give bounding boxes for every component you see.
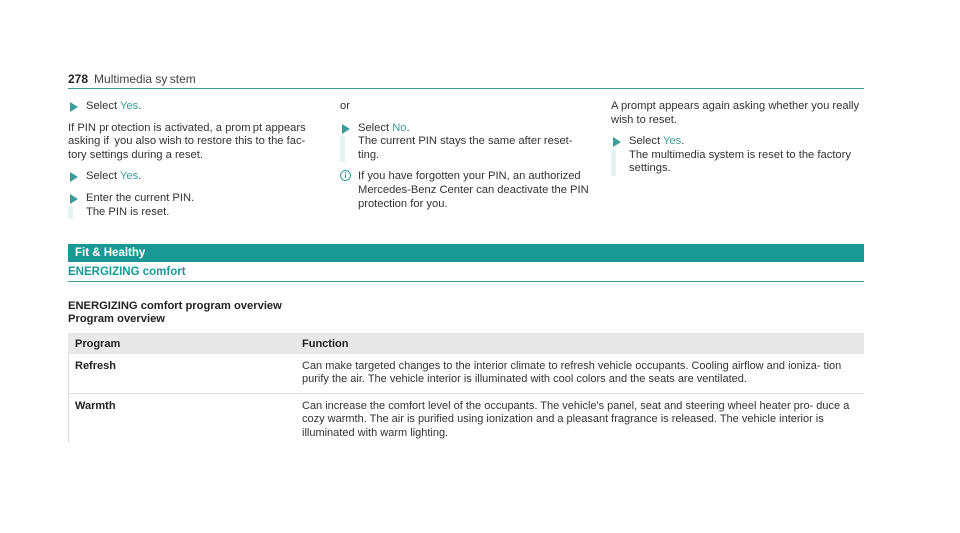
- heading-line-1: ENERGIZING comfort program overview: [68, 300, 282, 312]
- info-note: [340, 170, 595, 211]
- info-text: If you have forgotten your PIN, an authorized Mercedes-Benz Center can deactivate the PIN protection for you.: [358, 170, 589, 210]
- step-text: Select: [358, 121, 393, 134]
- arrow-icon: [70, 172, 78, 182]
- step-select-yes-2: [68, 170, 318, 184]
- step-punct: .: [406, 121, 410, 134]
- step-punct: .: [138, 100, 142, 112]
- column-1: [68, 100, 318, 227]
- yes-link[interactable]: Yes: [120, 170, 139, 183]
- table-row: [68, 393, 864, 446]
- step-result: The PIN is reset.: [86, 205, 170, 218]
- step-select-yes-3: [611, 135, 866, 176]
- or-text: or: [340, 100, 350, 112]
- column-header-function: Function: [295, 333, 864, 354]
- pin-protection-paragraph: If PIN pr otection is activated, a prom pt appears asking if you also wish to restore this to the fac- tory settings during a reset.: [68, 121, 306, 161]
- arrow-icon: [70, 102, 78, 112]
- step-result: The multimedia system is reset to the factory settings.: [629, 148, 851, 175]
- heading-line-2: Program overview: [68, 313, 166, 325]
- step-result-bar: [68, 206, 73, 219]
- program-function: Can make targeted changes to the interior climate to refresh vehicle occupants. Cooling airflow and ioniza- tion purify the air. The vehicle interior is illuminated with cool colors and the seats are ventilated.: [295, 354, 864, 393]
- step-result-bar: [611, 149, 616, 176]
- section-subtitle: ENERGIZING comfort: [68, 266, 186, 278]
- no-link[interactable]: No: [392, 121, 407, 134]
- program-name: Refresh: [68, 354, 295, 393]
- table-header-row: [68, 333, 864, 354]
- step-punct: .: [138, 170, 142, 183]
- step-select-yes-1: [68, 100, 318, 114]
- arrow-icon: [342, 124, 350, 134]
- arrow-icon: [613, 137, 621, 147]
- program-table: [68, 333, 864, 446]
- step-text: Select: [629, 135, 663, 148]
- step-text: Select: [86, 100, 120, 112]
- step-text: Select: [86, 170, 120, 183]
- arrow-icon: [70, 194, 78, 204]
- column-header-program: Program: [68, 333, 295, 354]
- table-left-border: [68, 354, 69, 442]
- subtitle-rule: [68, 281, 864, 282]
- step-result-bar: [340, 136, 345, 163]
- program-function: Can increase the comfort level of the occupants. The vehicle's panel, seat and steering wheel heater pro- duce a cozy warmth. The air is purified using ionization and a pleasant fragrance is released. The vehicle interior is illuminated with warm lighting.: [302, 399, 850, 439]
- page-header: [68, 72, 196, 86]
- step-select-no: [340, 122, 595, 163]
- section-title-bar: Fit & Healthy: [68, 244, 864, 262]
- page-number: 278: [68, 72, 89, 86]
- table-row: [68, 354, 864, 393]
- step-result: The current PIN stays the same after reset- ting.: [358, 135, 573, 161]
- yes-link[interactable]: Yes: [663, 135, 682, 148]
- prompt-paragraph: A prompt appears again asking whether you really wish to reset.: [611, 100, 860, 126]
- info-icon: i: [340, 170, 351, 181]
- column-3: [611, 100, 866, 184]
- section-name: Multimedia sy stem: [94, 72, 196, 86]
- column-2: [340, 100, 595, 211]
- program-name: Warmth: [75, 399, 116, 412]
- yes-link[interactable]: Yes: [120, 100, 139, 112]
- step-punct: .: [681, 135, 685, 148]
- header-rule: [68, 88, 864, 89]
- program-overview-heading: [68, 300, 282, 326]
- step-text: Enter the current PIN.: [86, 191, 195, 204]
- step-enter-pin: [68, 192, 318, 219]
